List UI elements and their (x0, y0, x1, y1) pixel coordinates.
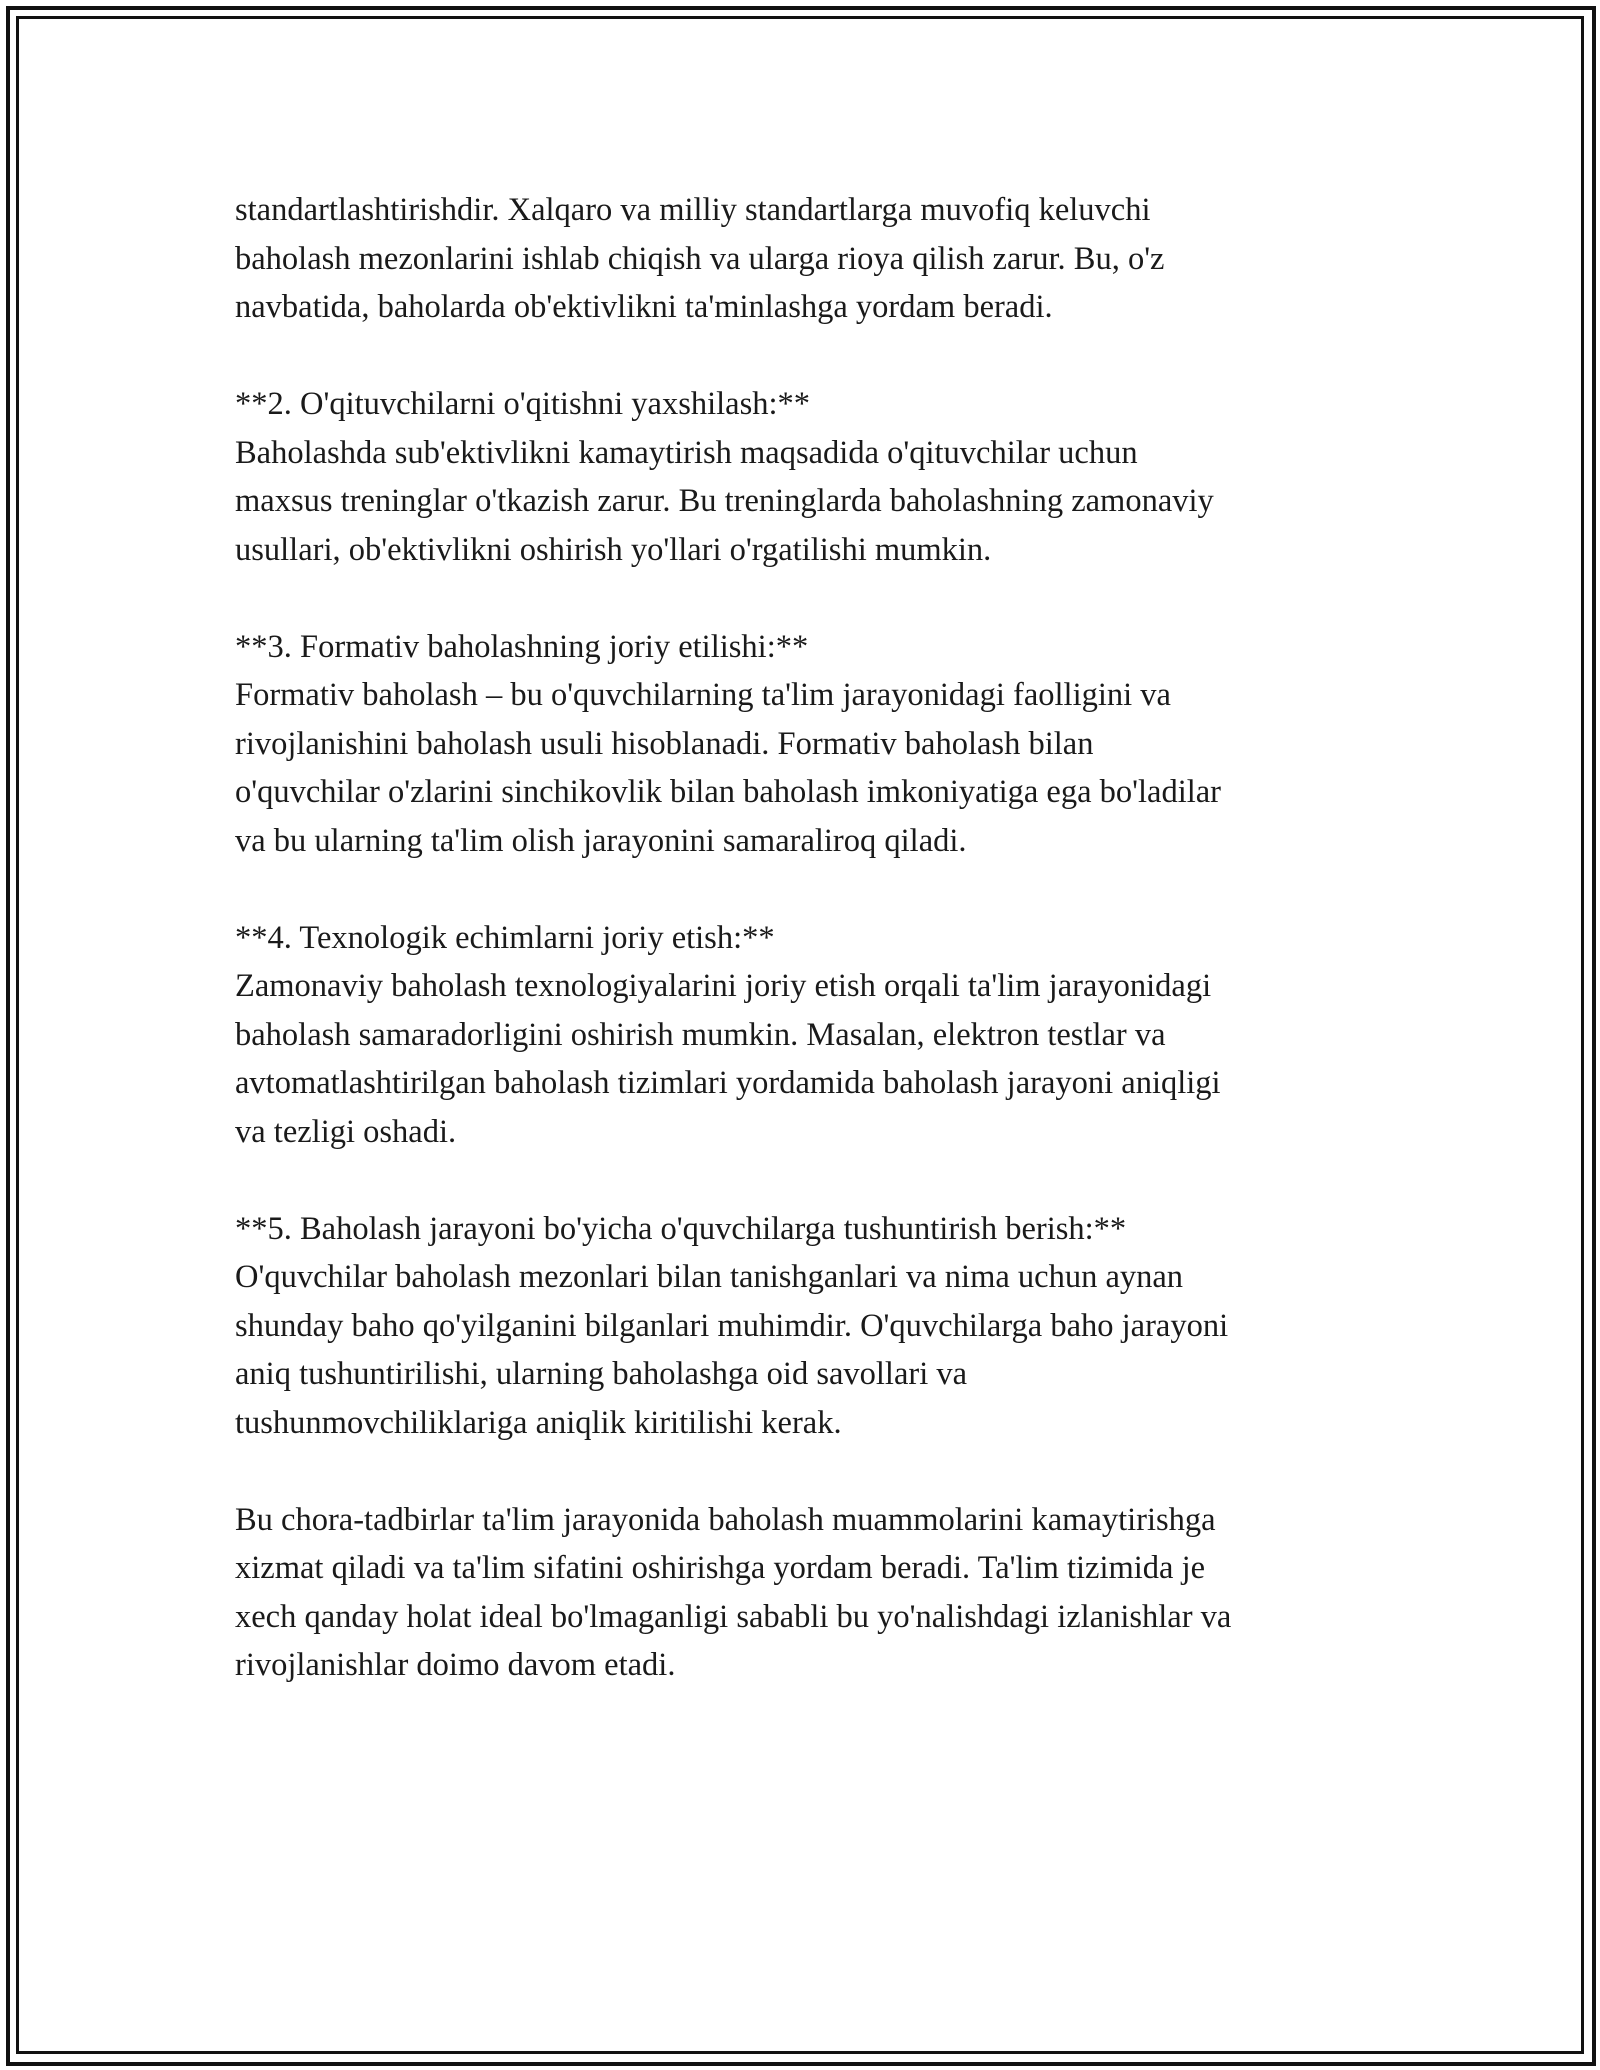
text-line: aniq tushuntirilishi, ularning baholashga oid savollari va (235, 1356, 968, 1392)
document-body (235, 186, 1375, 1738)
section-heading: **4. Texnologik echimlarni joriy etish:** (235, 919, 775, 956)
text-line: xizmat qiladi va ta'lim sifatini oshirishga yordam beradi. Ta'lim tizimida je (235, 1550, 1206, 1586)
text-line: avtomatlashtirilgan baholash tizimlari yordamida baholash jarayoni aniqligi (235, 1065, 1221, 1101)
text-line: tushunmovchiliklariga aniqlik kiritilishi kerak. (235, 1404, 842, 1441)
paragraph-formative-assessment (235, 623, 1375, 866)
section-heading: **2. O'qituvchilarni o'qitishni yaxshilash:** (235, 386, 811, 422)
paragraph-teacher-training (235, 380, 1375, 574)
text-line: Baholashda sub'ektivlikni kamaytirish maqsadida o'qituvchilar uchun (235, 434, 1138, 471)
text-line: baholash mezonlarini ishlab chiqish va ularga rioya qilish zarur. Bu, o'z (235, 240, 1165, 277)
text-line: o'quvchilar o'zlarini sinchikovlik bilan baholash imkoniyatiga ega bo'ladilar (235, 774, 1221, 810)
text-line: maxsus treninglar o'tkazish zarur. Bu treninglarda baholashning zamonaviy (235, 483, 1214, 519)
text-line: shunday baho qo'yilganini bilganlari muhimdir. O'quvchilarga baho jarayoni (235, 1307, 1229, 1344)
text-line: rivojlanishlar doimo davom etadi. (235, 1647, 676, 1683)
text-line: va bu ularning ta'lim olish jarayonini samaraliroq qiladi. (235, 822, 967, 859)
text-line: standartlashtirishdir. Xalqaro va milliy standartlarga muvofiq keluvchi (235, 192, 1151, 228)
text-line: va tezligi oshadi. (235, 1113, 457, 1150)
text-line: xech qanday holat ideal bo'lmaganligi sababli bu yo'nalishdagi izlanishlar va (235, 1598, 1232, 1635)
text-line: Zamonaviy baholash texnologiyalarini joriy etish orqali ta'lim jarayonidagi (235, 968, 1212, 1004)
text-line: rivojlanishini baholash usuli hisoblanadi. Formativ baholash bilan (235, 725, 1094, 762)
text-line: Formativ baholash – bu o'quvchilarning ta'lim jarayonidagi faolligini va (235, 677, 1171, 713)
paragraph-technology-solutions (235, 914, 1375, 1157)
text-line: O'quvchilar baholash mezonlari bilan tanishganlari va nima uchun aynan (235, 1259, 1184, 1295)
text-line: usullari, ob'ektivlikni oshirish yo'llari o'rgatilishi mumkin. (235, 531, 992, 568)
text-line: navbatida, baholarda ob'ektivlikni ta'minlashga yordam beradi. (235, 289, 1053, 325)
paragraph-standardization (235, 186, 1375, 332)
text-line: Bu chora-tadbirlar ta'lim jarayonida baholash muammolarini kamaytirishga (235, 1501, 1216, 1538)
text-line: baholash samaradorligini oshirish mumkin. Masalan, elektron testlar va (235, 1016, 1166, 1053)
paragraph-student-explanation (235, 1205, 1375, 1448)
paragraph-conclusion (235, 1496, 1375, 1690)
section-heading: **5. Baholash jarayoni bo'yicha o'quvchilarga tushuntirish berish:** (235, 1210, 1127, 1247)
section-heading: **3. Formativ baholashning joriy etilishi:** (235, 628, 809, 665)
